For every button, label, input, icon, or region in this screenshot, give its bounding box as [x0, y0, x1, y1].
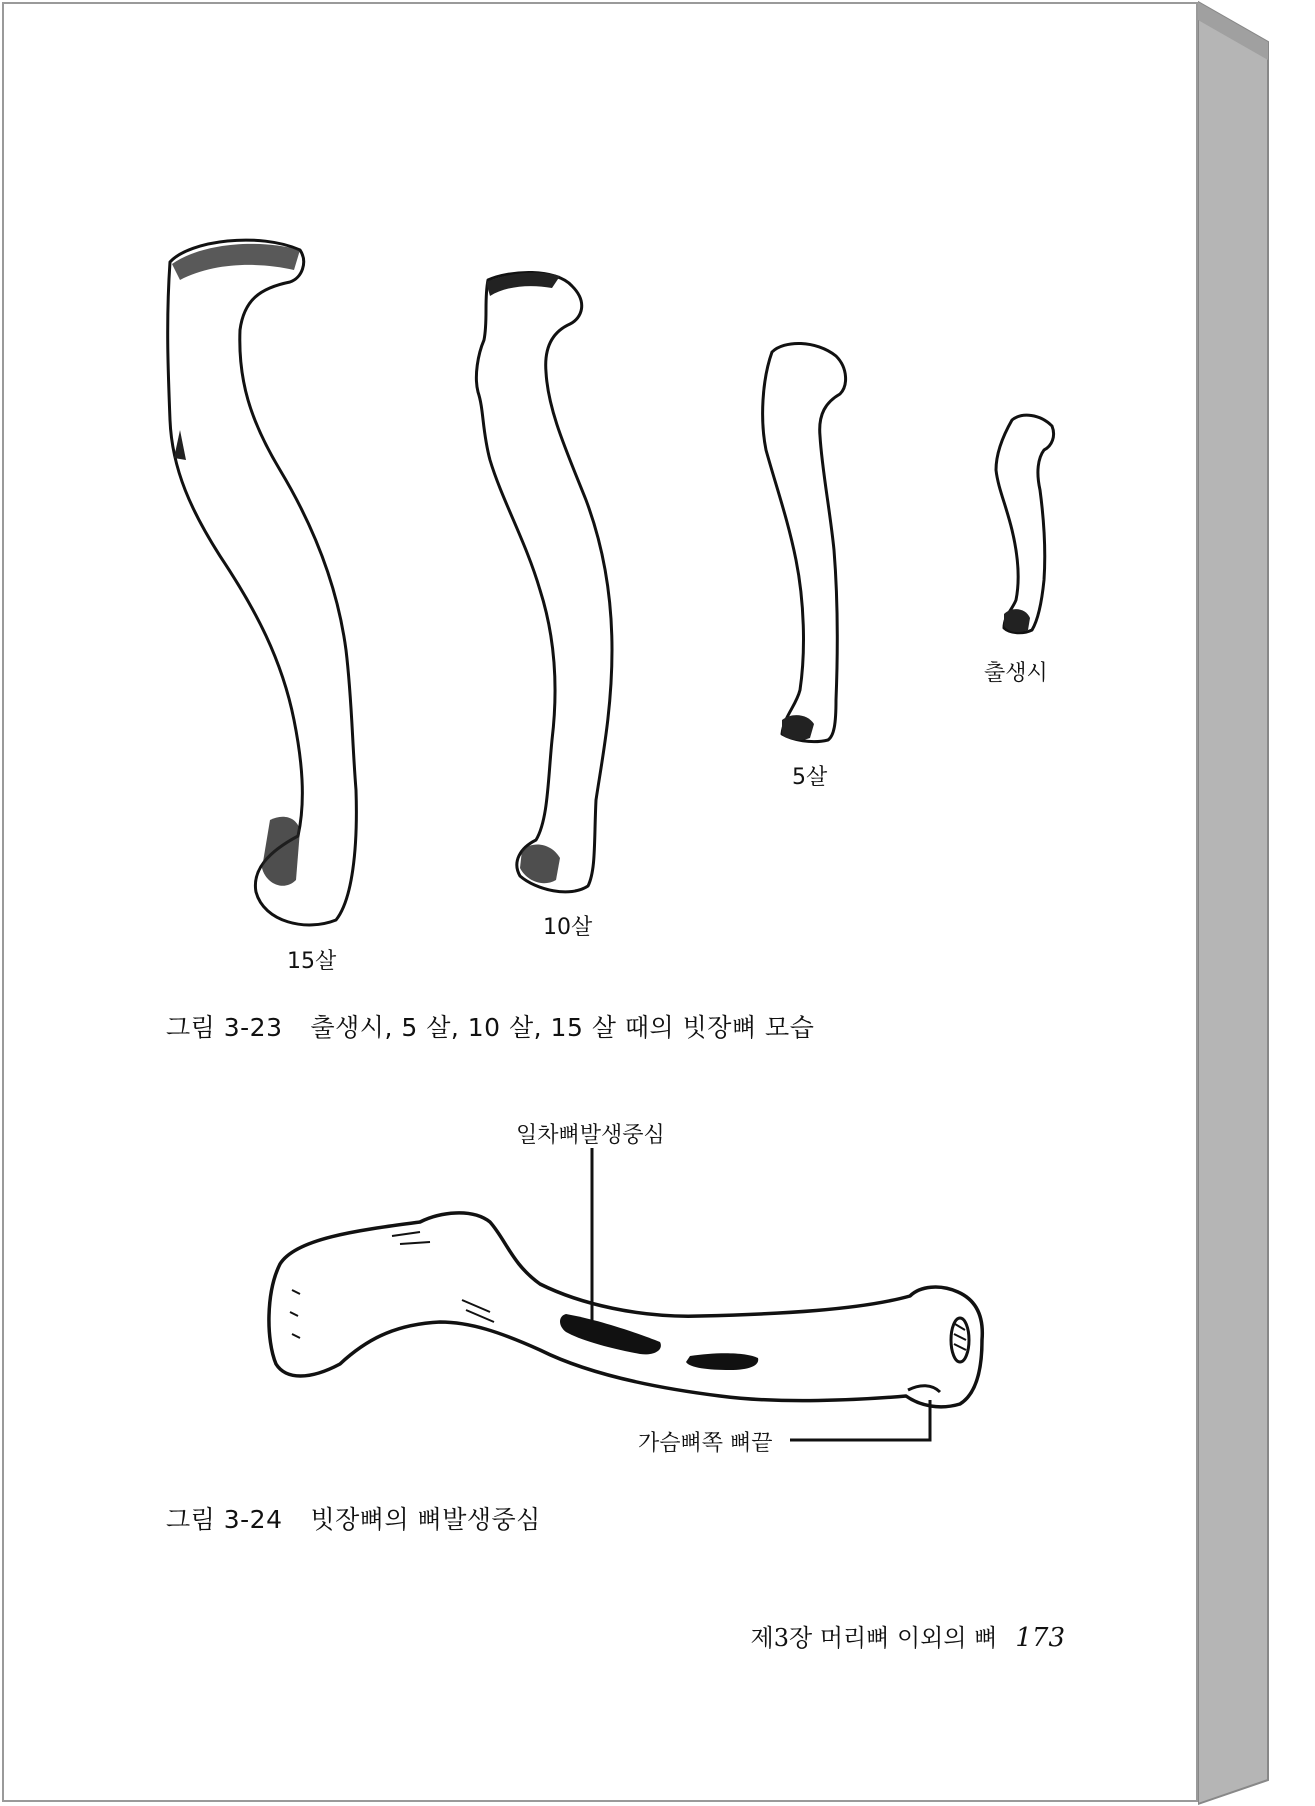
figure-3-23-caption-number: 그림 3-23: [166, 1013, 283, 1042]
figure-3-24-caption: [166, 1500, 541, 1536]
page-footer: [751, 1618, 1065, 1653]
footer-chapter: 제3장 머리뼈 이외의 뼈: [750, 1624, 998, 1652]
label-at-birth: 출생시: [984, 661, 1048, 686]
label-sternal-end: 가슴뼈쪽 뼈끝: [638, 1431, 773, 1456]
label-age-15: 15살: [287, 949, 337, 974]
sternal-end-callout-line: [790, 1400, 930, 1440]
figure-3-23-caption-text: 출생시, 5 살, 10 살, 15 살 때의 빗장뼈 모습: [310, 1013, 815, 1042]
label-age-5: 5살: [792, 765, 828, 790]
figure-3-24-caption-text: 빗장뼈의 뼈발생중심: [310, 1505, 541, 1534]
label-primary-ossification-center: 일차뼈발생중심: [516, 1123, 665, 1148]
page-number: 173: [1015, 1623, 1065, 1653]
book-page-edge: [1198, 0, 1315, 1806]
label-age-10: 10살: [543, 915, 593, 940]
clavicle-adult: [269, 1213, 982, 1407]
figure-3-24-caption-number: 그림 3-24: [166, 1505, 283, 1534]
